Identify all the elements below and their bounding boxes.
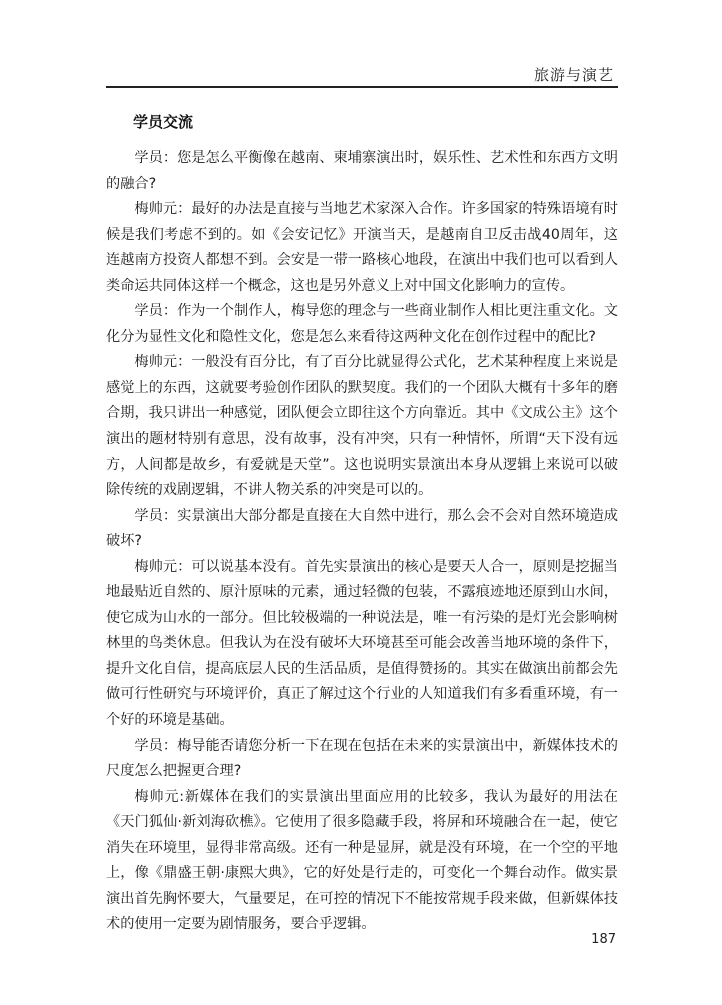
paragraph-text: 梅导能否请您分析一下在现在包括在未来的实景演出中，新媒体技术的尺度怎么把握更合理? (106, 737, 618, 780)
paragraph (106, 555, 618, 734)
paragraph-text: 实景演出大部分都是直接在大自然中进行，那么会不会对自然环境造成破坏? (106, 507, 618, 550)
paragraph (106, 299, 618, 350)
paragraph (106, 146, 618, 197)
body-text (106, 146, 618, 938)
paragraph (106, 197, 618, 299)
paragraph (106, 350, 618, 503)
paragraph-text: 作为一个制作人，梅导您的理念与一些商业制作人相比更注重文化。文化分为显性文化和隐性文化，您是怎么来看待这两种文化在创作过程中的配比? (106, 303, 618, 345)
paragraph-text: 最好的办法是直接与当地艺术家深入合作。许多国家的特殊语境有时候是我们考虑不到的。如《会安记忆》开演当天，是越南自卫反击战40周年，这连越南方投资人都想不到。会安是一带一路核心地段，在演出中我们也可以看到人类命运共同体这样一个概念，这也是另外意义上对中国文化影响力的宣传。 (106, 201, 618, 294)
speaker-label: 梅帅元： (134, 558, 192, 575)
section-heading: 学员交流 (133, 113, 194, 131)
speaker-label: 学员： (134, 737, 178, 754)
paragraph-text: 一般没有百分比，有了百分比就显得公式化，艺术某种程度上来说是感觉上的东西，这就要考验创作团队的默契度。我们的一个团队大概有十多年的磨合期，我只讲出一种感觉，团队便会立即往这个方向靠近。其中《文成公主》这个演出的题材特别有意思，没有故事，没有冲突，只有一种情怀，所谓“天下没有远方，人间都是故乡，有爱就是天堂”。这也说明实景演出本身从逻辑上来说可以破除传统的戏剧逻辑，不讲人物关系的冲突是可以的。 (106, 354, 618, 499)
speaker-label: 学员： (134, 150, 178, 166)
page-number: 187 (591, 932, 616, 947)
speaker-label: 梅帅元： (134, 201, 192, 218)
running-header-title: 旅游与演艺 (533, 66, 614, 84)
speaker-label: 学员： (134, 507, 178, 524)
speaker-label: 梅帅元： (134, 354, 192, 371)
header-rule (106, 86, 618, 88)
speaker-label: 梅帅元: (134, 788, 185, 805)
paragraph (106, 504, 618, 555)
paragraph-text: 您是怎么平衡像在越南、柬埔寨演出时，娱乐性、艺术性和东西方文明的融合? (106, 150, 618, 192)
paragraph (106, 734, 618, 785)
paragraph-text: 可以说基本没有。首先实景演出的核心是要天人合一，原则是挖掘当地最贴近自然的、原汁原味的元素，通过轻微的包装，不露痕迹地还原到山水间，使它成为山水的一部分。但比较极端的一种说法是，唯一有污染的是灯光会影响树林里的鸟类休息。但我认为在没有破坏大环境甚至可能会改善当地环境的条件下，提升文化自信，提高底层人民的生活品质，是值得赞扬的。其实在做演出前都会先做可行性研究与环境评价，真正了解过这个行业的人知道我们有多看重环境，有一个好的环境是基础。 (106, 558, 618, 729)
paragraph-text: 新媒体在我们的实景演出里面应用的比较多，我认为最好的用法在《天门狐仙·新刘海砍樵》。它使用了很多隐藏手段，将屏和环境融合在一起，使它消失在环境里，显得非常高级。还有一种是显屏，就是没有环境，在一个空的平地上，像《鼎盛王朝·康熙大典》，它的好处是行走的，可变化一个舞台动作。做实景演出首先胸怀要大，气量要足，在可控的情况下不能按常规手段来做，但新媒体技术的使用一定要为剧情服务，要合乎逻辑。 (106, 788, 618, 933)
speaker-label: 学员： (134, 303, 178, 320)
paragraph (106, 785, 618, 938)
